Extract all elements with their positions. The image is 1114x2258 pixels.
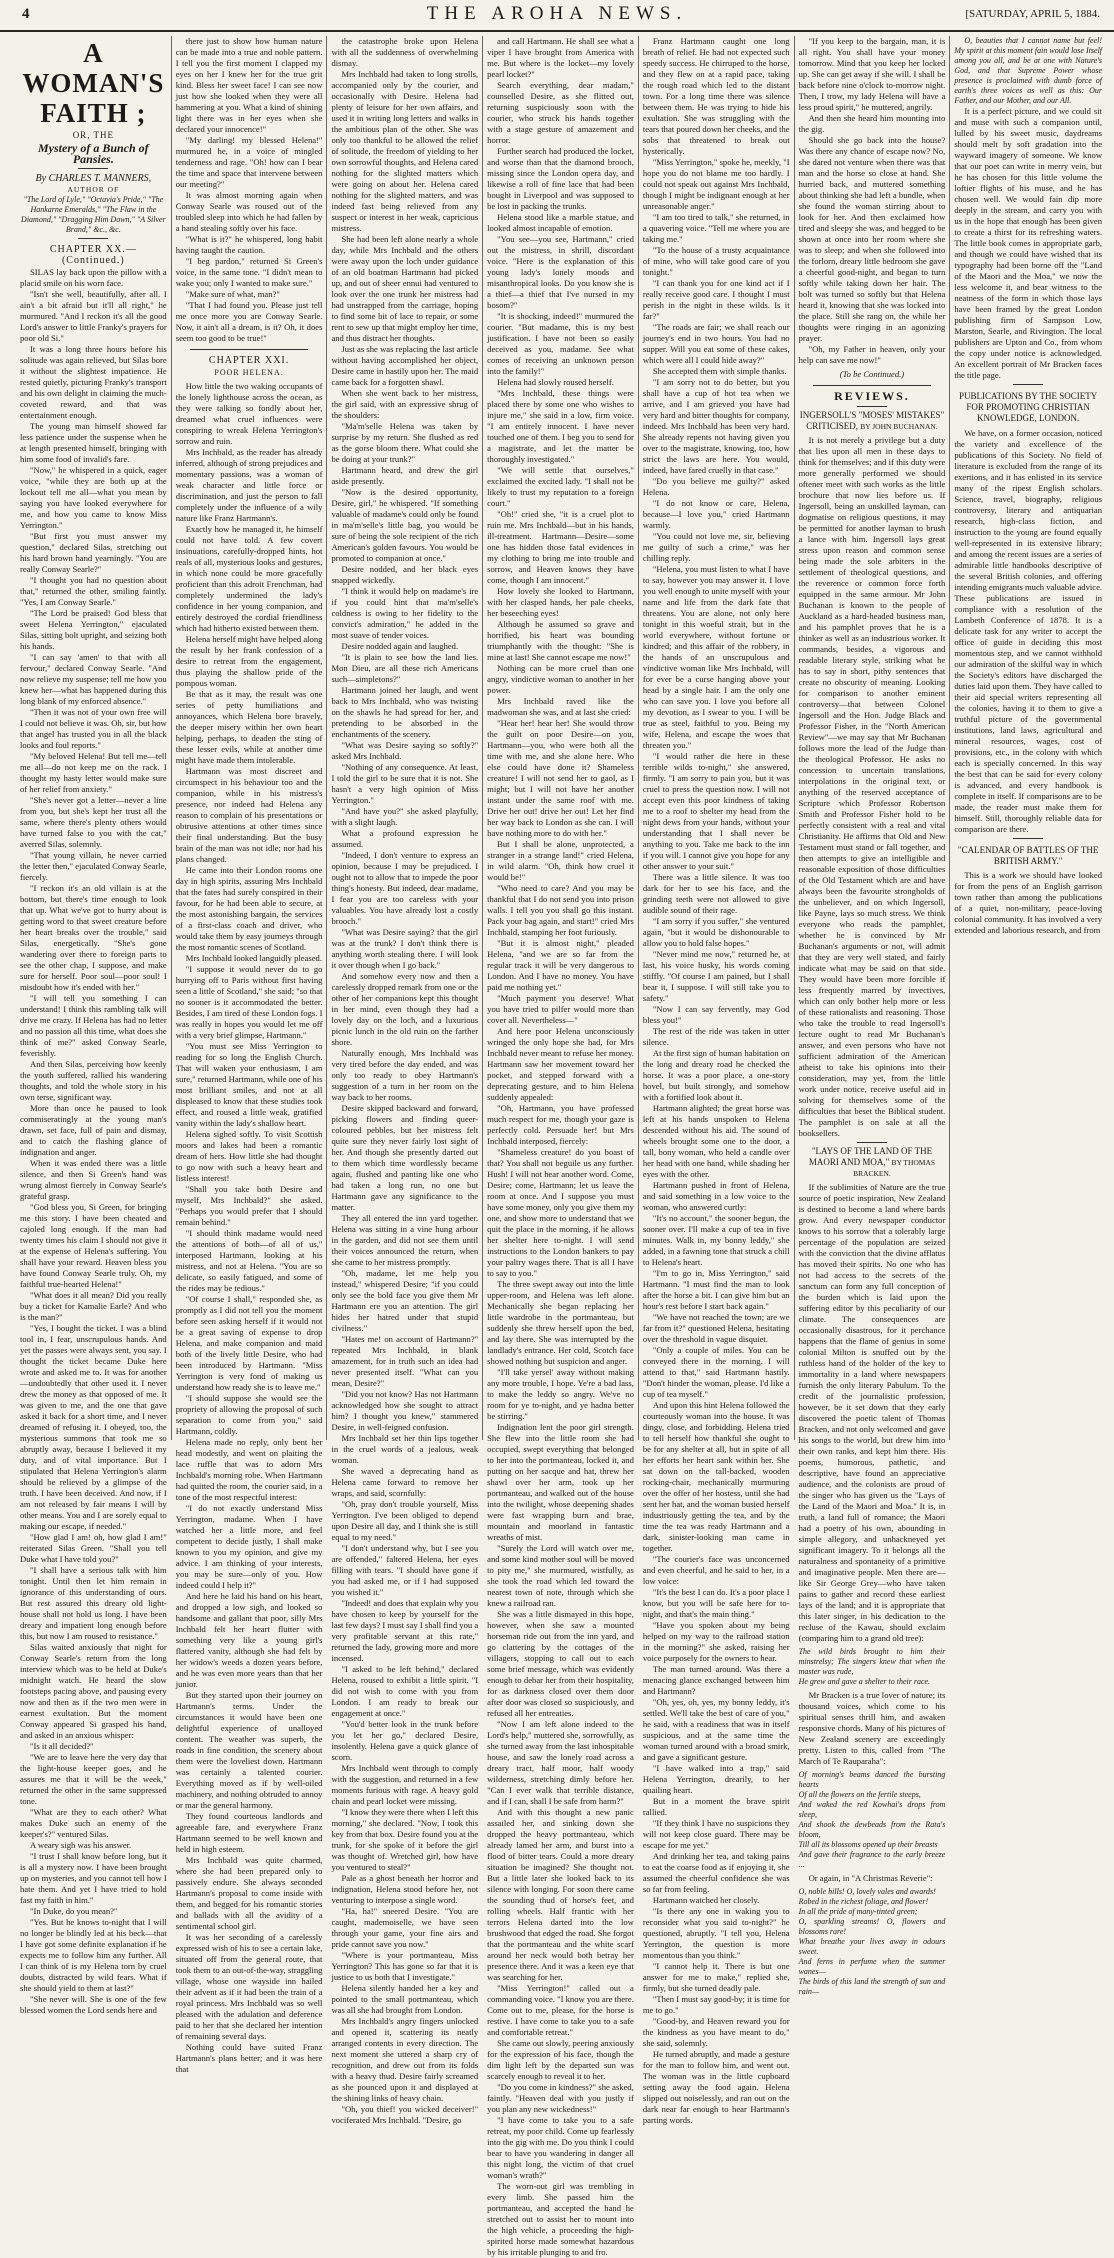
paragraph: Hartmann pushed in front of Helena, and said something in a low voice to the woman, who answered curtly: — [642, 1180, 790, 1212]
paragraph: "She's never got a letter—never a line from you, but she's kept her trust all the same, where there's plenty others would have turned false to you with the cat," averred Silas, solemnly. — [20, 795, 167, 849]
paragraph: "I cannot help it. There is but one answer for me to make," replied she, firmly, but she turned deadly pale. — [642, 1961, 790, 1993]
divider — [857, 406, 887, 407]
paragraph: Nothing can be more cruel than one angry, vindictive woman to another in her power. — [487, 663, 634, 695]
paragraph: Hartmann was most discreet and circumspect in his behaviour too and the companion, while in his mistress's presence, nor indeed had Helena any reason to complain of his presentations or obtrusive attentions at other times since their final understanding. But the busy brain of the man was not idle; nor had his plans changed. — [175, 766, 323, 864]
paragraph: Mrs Inchbald was quite charmed, where she had been prepared only to passively endure. She always seconded Hartmann's proposal to come inside with them, and begged for his romantic stories and ballads with all the avidity of a sentimental school girl. — [175, 1855, 323, 1931]
paragraph: They all entered the inn yard together. Helena was sitting in a vine hung arbour in the garden, and did not see them until their voices announced the return, when she came to her mistress promptly. — [331, 1213, 479, 1267]
paragraph: "Oh, pray don't trouble yourself, Miss Yerrington. I've been obliged to depend upon Desire all day, and I think she is still equal to my need." — [331, 1499, 479, 1542]
paragraph: And with this thought a new panic assailed her, and sinking down she dropped the heavy portmanteau, which already lamed her arm, and burst into a flood of bitter tears. Could a more dreary situation be imagined? She thought not. But a little later she looked back to its silence with longing. For soon there came the sounding thud of horse's feet, and rolling wheels. Half frantic with her terrors Helena darted into the low brushwood that edged the road. She forgot that the portmanteau and the white scarf around her neck would both betray her presence there. And it was a keen eye that was searching for her. — [487, 1807, 634, 1982]
paragraph: How lovely she looked to Hartmann, with her clasped hands, her pale cheeks, her beseeching eyes! — [487, 586, 634, 618]
paragraph: "Yes, I bought the ticket. I was a blind tool in, I fear, unscrupulous hands. And yet the passes were always sent, you say. I thought the ticket became Duke here wrote and asked me to. It was for another—undoubtedly that other used it. I never drew the money as that opposed of me. It was given to me, and the one that gave asked it back for a short time, and I never dreamed of refusing it. I obeyed, too, the mysterious summons that took me so abruptly away, because I believed it my duty, and of vital importance. But I stipulated that Helena Yerrington's alarm should be relieved by a glimpse of the truth. I have been deceived. And now, if I am not released by fair means I will by other means. You and I are sorely equal to making our escape, if needed." — [20, 1323, 167, 1531]
review-2-author: BY THOMAS BRACKEN. — [853, 1158, 936, 1178]
paragraph: "It is plain to see how the land lies. Mon Dieu, are all these rich Americans such—simpletons?" — [331, 652, 479, 684]
paragraph: "Did you not know? Has not Hartmann acknowledged how she sought to attract him? I thought you knew," stammered Desire, in well-feigned confusion. — [331, 1389, 479, 1432]
paragraph: "What is it?" he whispered, long habit having taught the caution. — [175, 234, 323, 255]
story-or: OR, THE — [72, 130, 115, 140]
paragraph: "It's no account," the sooner begun, the sooner over. I'll make a cup of tea in five minutes. Walk in, my bonny leddy," she added, in a fawning tone that struck a chill to Helena's heart. — [642, 1213, 790, 1267]
author-works: "The Lord of Lyle," "Octavia's Pride," "The Hankarne Emeralds," "The Flaw in the Diamond," "Dragging Him Down," "A Silver Brand," &c., &c. — [21, 195, 166, 234]
paragraph: And somehow every now and then a carelessly dropped remark from one or the other of her companions kept this thought in her mind, even though they had a lovely day on the loch, and a luxurious picnic lunch in the old ruin on the farther shore. — [331, 971, 479, 1047]
paragraph: Mrs Inchbald went through to comply with the suggestion, and returned in a few moments furious with rage. A heavy gold chain and pearl locket were missing. — [331, 1763, 479, 1806]
divider — [1013, 384, 1043, 385]
paragraph: "Now I can say fervently, may God bless you!" — [642, 1004, 790, 1025]
paragraph: "Indeed! and does that explain why you have chosen to keep by yourself for the last few days? I must say I shall find you a very profitable servant at this rate," returned the lady, growing more and more incensed. — [331, 1598, 479, 1663]
paragraph: "What was Desire saying so softly?" asked Mrs Inchbald. — [331, 740, 479, 761]
divider — [78, 238, 108, 239]
paragraph: "Then I must say good-by; it is time for me to go." — [642, 1994, 790, 2015]
poem-excerpt: O, noble hills! O, lovely vales and awards! Robed in the richest foliage, and flower! In all the pride of many-tinted green; O, sparkling streams! O, flowers and blossoms rare! What breathe your lives away in odours sweet. And ferns in perfume when the summer wanes— The birds of this land the strength of sun and rain— — [798, 1887, 946, 1996]
paragraph: More than once he paused to look commiseratingly at the young man's drawn, set face, full of pain and dismay, and to catch the flashing glance of indignation and anger. — [20, 1103, 167, 1157]
paragraph: "Indeed, I don't venture to express an opinion, because I may be prejudiced. I ought not to allow that to impede the poor thing's honesty. But indeed, dear madame, I fear you are too careless with your valuables. You have already lost a costly brooch." — [331, 850, 479, 926]
paragraph: "You must see Miss Yerrington to reading for so long the English Church. That will waken your enthusiasm, I am sure," returned Hartmann, while one of his most brilliant smiles, and not at all displeased to know that these studies took effect, and roused a little weak, gratified vanity within the lady's shallow heart. — [175, 1041, 323, 1128]
paragraph: Hartmann alighted; the great horse was left at his hands unspoken to Helena descended without his aid. The sound of wheels brought some one to the door, a tall, bony woman, who held a candle over her head with one hand, while shading her eyes with the other. — [642, 1103, 790, 1179]
paragraph: and call Hartmann. He shall see what a viper I have brought from America with me. But where is the locket—my lovely pearl locket?" — [487, 36, 634, 79]
paragraph: "I trust I shall know before long, but it is all a mystery now. I have been brought up on mysteries, and you cannot tell how I hate them. And yet I have tried to hold fast my faith in him." — [20, 1851, 167, 1905]
paragraph: The man turned around. Was there a menacing glance exchanged between him and Hartmann? — [642, 1664, 790, 1696]
paragraph: "Do you believe me guilty?" asked Helena. — [642, 476, 790, 497]
paragraph: "I beg pardon," returned Si Green's voice, in the same tone. "I didn't mean to wake you; only I wanted to make sure." — [175, 256, 323, 288]
paragraph: The three swept away out into the little upper-room, and Helena was left alone. Mechanically she began replacing her little wardrobe in the portmanteau, but suddenly she threw herself upon the bed, and lay there. She was interrupted by the landlady's entrance. Her cold, Scotch face showed nothing but suspicion and anger. — [487, 1279, 634, 1366]
paragraph: "She never will. She is one of the few blessed women the Lord sends here and — [20, 1994, 167, 2015]
review-2-title — [799, 1146, 946, 1179]
paragraph: "My darling! my blessed Helena!" murmured he, in a voice of mingled tenderness and rage. "Oh! how can I bear the time and space that intervene between our meeting?" — [175, 135, 323, 189]
poem-excerpt: Of morning's beams danced the bursting hearts Of all the flowers on the fertile steeps, And waked the red Kowhai's drops from sleep, And shook the dewbeads from the Rata's bloom, Till all its blossoms opened up their breasts And gave their fragrance to the early breeze ... — [798, 1770, 946, 1869]
column-6 — [795, 36, 951, 1996]
review-1-author: BY JOHN BUCHANAN. — [860, 422, 938, 431]
paragraph: Be that as it may, the result was one series of petty humiliations and annoyances, which Helena bore bravely, the deeper misery within her own heart helping, perhaps, to deaden the sting of these lesser evils, while at another time might have made them intolerable. — [175, 689, 323, 765]
paragraph: Naturally enough, Mrs Inchbald was very tired before the day ended, and was only too ready to obey Hartmann's suggestion of a turn in her room on the way back to her rooms. — [331, 1048, 479, 1102]
paragraph: "It is shocking, indeed!" murmured the courier. "But madame, this is my best justification. I have not been so easily deceived as you, madame. See what comes of receiving an unknown person into the family!" — [487, 311, 634, 376]
paragraph: She was a little dismayed in this hope, however, when she saw a mounted horseman ride out from the inn yard, and go clattering by the cottages of the villagers, stopping to call out to each some brief message, which was evidently enough to debar her from their hospitality, for as darkness closed over them door after door was closed so suspiciously, and refused all her entreaties. — [487, 1609, 634, 1718]
paragraph: Mrs Inchbald set her thin lips together in the cruel words of a jealous, weak woman. — [331, 1433, 479, 1465]
paragraph: Should she go back into the house? Was there any chance of escape now? No, she dared not venture when there was that man and the horse so close at hand. She hurried back, and muttered something about thinking she had left a bundle, when she found the woman stirring about to look for her. And then exclaimed how tired and sleepy she was, and begged to be shown at once into her room where she was to sleep; and when she followed into the forlorn, dreary little bedroom she gave a cheerful good-night, and began to turn softly while taking down her hair. The bolt was turned so softly but that Helena heard it, knowing that she was locked into the place. Still she rang on, the while her thoughts were ringing in an agonizing prayer. — [798, 135, 946, 343]
paragraph: Desire nodded again and laughed. — [341, 641, 459, 651]
column-4-text — [487, 36, 634, 2258]
divider — [1013, 838, 1043, 839]
paragraph: But I shall be alone, unprotected, a stranger in a strange land!" cried Helena, in wild alarm. "Oh, think how cruel it would be!" — [487, 839, 634, 882]
paragraph: "How glad I am! oh, how glad I am!" reiterated Silas Green. "Shall you tell Duke what I have told you?" — [20, 1532, 167, 1564]
paragraph: Helena herself might have helped along the result by her frank confession of a desire to retreat from the engagement, thus playing the shallow pride of the pompous woman. — [175, 634, 323, 688]
paragraph: "Now," he whispered in a quick, eager voice, "while they are both up at the lockout tell me all—what you mean by saying you have looked everywhere for me, and how you came to know Miss Yerrington." — [20, 465, 167, 530]
paragraph: "We are to leave here the very day that the light-house keeper goes, and he assures me that it will be the week," returned the other in the same suppressed tone. — [20, 1752, 167, 1806]
reviews-heading: REVIEWS. — [834, 389, 910, 403]
column-4 — [483, 36, 639, 2257]
paragraph: "Is there any one in waking you to reconsider what you said to-night?" he questioned, abruptly. "I tell you, Helena Yerrington, the question is more momentous than you think." — [642, 1906, 790, 1960]
paragraph: "I'll take yersel' away without making any more trouble, I hope. Ye're a bad lass, to make the leddy so angry. We've no room for ye to-night, and ye hadna better be stirring." — [487, 1367, 634, 1421]
paragraph: "I will tell you something I can understand! I think this rambling talk will drive me crazy. If Helena has had no letter and no passion all this time, what does she think of me?" asked Conway Searle, feverishly. — [20, 993, 167, 1058]
masthead — [0, 0, 1114, 32]
column-3-text — [331, 36, 478, 2126]
paragraph: "Who need to care? And you may be thankful that I do not send you into prison walls. I tell you you shall go this instant. Pack your bag again, and start!" cried Mrs Inchbald, stamping her foot furiously. — [487, 883, 634, 937]
columns — [16, 36, 1106, 2257]
paragraph: "Mrs Inchbald, these things were placed there by some one who wishes to injure me," she said in a low, firm voice. "I am entirely innocent. I have never touched one of them. I beg you to send for a magistrate, and let the matter be thoroughly investigated." — [487, 388, 634, 464]
paragraph: But in a moment the brave spirit rallied. — [642, 1796, 790, 1817]
paragraph: "Have you spoken about my being helped on my way to the railroad station in the morning?" she asked, raising her voice purposely for the owners to hear. — [642, 1620, 790, 1663]
paragraph: "What does it all mean? Did you really buy a ticket for Kamalie Earle? And who is the man?" — [20, 1290, 167, 1322]
paragraph: Or again, in "A Christmas Reverie": — [808, 1873, 933, 1883]
paragraph: "I suppose it would never do to go hurrying off to Paris without first having seen a little of Scotland," she said; "so that no sooner is it accommodated the better. Besides, I am tired of these London fogs. I was really in hopes you would let me off with a very brief glimpse, Hartmann." — [175, 964, 323, 1040]
paragraph: He turned abruptly, and made a gesture for the man to follow him, and went out. The woman was in the little cupboard setting away the food again. Helena slipped out noiselessly, and ran out on the dark near far enough to hear Hartmann's parting words. — [642, 2049, 790, 2125]
column-5 — [639, 36, 795, 2125]
paragraph: "I know they were there when I left this morning," she declared. "Now, I took this key from that box. Desire found you at the trunk, for she spoke of it before the girl was thought of. Wretched girl, how have you ventured to steal?" — [331, 1807, 479, 1872]
paragraph: "Isn't she well, beautifully, after all. I ain't a bit afraid but it'll all right," he murmured. "And I reckon it's all the good Lord's answer to little Franky's prayers for poor old Si." — [20, 289, 167, 343]
paragraph: There was a little silence. It was too dark for her to see his face, and the grinding teeth were not allowed to give audible sound of their rage. — [642, 872, 790, 915]
paragraph: But they started upon their journey on Hartmann's terms. Under the circumstances it would have been one delightful experience of unalloyed content. The weather was superb, the roads in fine condition, the scenery about them were the loveliest down. Hartmann was certainly a talented courier. Everything moved as if by well-oiled machinery, and nothing obtruded to annoy or mar the general harmony. — [175, 1690, 323, 1810]
paragraph: "We have not reached the town; are we far from it?" questioned Helena, hesitating over the threshold in vague disquiet. — [642, 1312, 790, 1344]
paragraph: "I can say 'amen' to that with all fervour," declared Conway Searle. "And now relieve my suspense; tell me how you knew her—what has happened during this long blank of my enforced absence." — [20, 652, 167, 706]
paragraph: "That young villain, he never carried the letter then," ejaculated Conway Searle, fiercely. — [20, 850, 167, 882]
paragraph: Search everything, dear madam," counselled Desire, as she flitted out, returning suspiciously soon with the courier, who struck his hands together with a stage gesture of amazement and horror. — [487, 80, 634, 145]
story-headline: A WOMAN'S FAITH ; — [22, 38, 165, 128]
paragraph: "Then it was not of your own free will I could not believe it was. Oh, sir, but how that angel has trusted you in all the black looks and foul reports." — [20, 707, 167, 750]
paragraph: "Nothing of any consequence. At least, I told the girl to be sure that it is not. She hasn't a very high opinion of Miss Yerrington." — [331, 762, 479, 805]
paragraph: A weary sigh was his answer. — [30, 1840, 132, 1850]
paragraph: Just as she was replacing the last article without having accomplished her object, Desire came in hastily upon her. The maid came back for a forgotten shawl. — [331, 344, 479, 387]
paragraph: "I shall have a serious talk with him tonight. Until then let him remain in ignorance of this understanding of ours. But rest assured this dreary old light-house shall not hold us long. I have been dreary and impatient long enough before this, but now I am roused to resistance." — [20, 1565, 167, 1641]
publications-title: PUBLICATIONS BY THE SOCIETY FOR PROMOTING CHRISTIAN KNOWLEDGE, LONDON. — [959, 391, 1098, 423]
paragraph: "Only a couple of miles. You can be conveyed there in the morning. I will attend to that," said Hartmann hastily. "Don't hinder the woman, please. I'd like a cup of tea myself." — [642, 1345, 790, 1399]
paragraph: And then she heard him mounting into the gig. — [798, 113, 946, 134]
paragraph: "Shameless creature! do you boast of that? You shall not beguile us any further. Hush! I will not hear another word. Come, Desire; come, Hartmann; let us leave the room at once. And I suppose you must have some money, only you give them my one, and show more to understand that we quit the place in the morning, if he allows her shelter here to-night. I will send instructions to the London bankers to pay your paltry wages there. That is all I have to say to you." — [487, 1147, 634, 1278]
paragraph: "What was Desire saying? that the girl was at the trunk? I don't think there is anything worth stealing there. I will look it over though when I go back." — [331, 927, 479, 970]
paragraph: "Is it all decided?" — [30, 1741, 94, 1751]
paragraph: "To the house of a trusty acquaintance of mine, who will take good care of you tonight." — [642, 245, 790, 277]
paragraph: "I don't understand why, but I see you are offended," faltered Helena, her eyes filling with tears. "I should have gone if you had asked me, or if I had supposed you wished it." — [331, 1543, 479, 1597]
paragraph: Mrs Inchbald raved like the madwoman she was, and at last she cried: — [487, 696, 634, 717]
paragraph: Franz Hartmann caught one long breath of relief. He had not expected such speedy success. He chirruped to the horse, and they flew on at a rapid pace, taking the rough road which led to the distant town. For a long time there was silence between them. He was trying to hide his exultation. She was struggling with the tears that poured down her cheeks, and the sobs that threatened to break out hysterically. — [642, 36, 790, 156]
paragraph: Helena had slowly roused herself. — [497, 377, 614, 387]
paragraph: "I can thank you for one kind act if I really receive good care. I thought I must perish in the night in these wilds. Is it far?" — [642, 278, 790, 321]
review-1-body — [799, 435, 946, 1139]
paragraph: She accepted them with simple thanks. — [652, 366, 787, 376]
paragraph: "Make sure of what, man?" — [185, 289, 280, 299]
paragraph: "Helena, you must listen to what I have to say, however you may answer it. I love you well enough to unite myself with your name and life from the dark fate that threatens. You are alone, not only here tonight in this woeful strait, but in the world everywhere, without fortune or kindred; and this affair of the robbery, in the hands of an unscrupulous and vindictive woman like Mrs Inchbald, will for ever be a curse hanging above your head by a single hair. I am the only one who can save you. I love you before all my devotion, as I swear to you. I will be true as steel, faithful to you. Being my wife, Helena, and escape the woes that threaten you." — [642, 564, 790, 750]
paragraph: "Ma'm'selle Helena was taken by surprise by my return. She flushed as red as the gorse bloom there. What could she be doing at your trunk?" — [331, 421, 479, 464]
review-2-body — [799, 1182, 946, 1997]
calendar-body: This is a work we should have looked for from the pens of an English garrison town rather than among the publications of a quiet, non-military, peace-loving colonial community. It has involved a very extended and laborious research, and from — [954, 870, 1103, 935]
paragraph: "Hates me! on account of Hartmann?" repeated Mrs Inchbald, in blank amazement, for in truth such an idea had never presented itself. "What can you mean, Desire?" — [331, 1334, 479, 1388]
paragraph: "I'm to go in, Miss Yerrington," said Hartmann. "I must find the man to look after the horse a bit. I can give him but an hour's rest before I start back again." — [642, 1268, 790, 1311]
byline: By CHARLES T. MANNERS, — [35, 173, 152, 184]
paragraph: The young man himself showed far less patience under the suspense when he at length presented himself, bringing with him some food of invalid's fare. — [20, 421, 167, 464]
column-2-text-a — [176, 36, 323, 344]
paragraph: Mr Bracken is a true lover of nature; its thousand voices, which come to his spiritual senses thrill him, and awaken responsive chords. Many of his pictures of New Zealand scenery are exceedingly pretty. Listen to this, called from "The March of Te Rauparaha": — [798, 1690, 946, 1766]
paragraph: "Much payment you deserve! What you have tried to pilfer would more than cover all. Nevertheless—" — [487, 993, 634, 1025]
paragraph: "Oh, Hartmann, you have professed much respect for me, though your gaze is perfectly cold. Persuade her! but Mrs Inchbald interposed, fiercely: — [487, 1103, 634, 1146]
paragraph: "You see—you see, Hartmann," cried out the mistress, in shrill, discordant voice. "Here is the explanation of this young lady's lonely moods and misanthropical looks. Do you know she is a thief—a thief that I've nursed in my bosom?" — [487, 234, 634, 310]
paragraph: "The Lord be praised! God bless that sweet Helena Yerrington," ejaculated Silas, sitting bolt upright, and seizing both his hands. — [20, 608, 167, 651]
paragraph: "I am too tired to talk," she returned, in a quavering voice. "Tell me where you are taking me." — [642, 212, 790, 244]
divider — [78, 168, 108, 169]
paragraph: Helena sighed softly. To visit Scottish moors and lakes had been a romantic dream of hers. How little she had thought to go now with such a heavy heart and listless interest! — [175, 1129, 323, 1183]
paragraph: "I have walked into a trap," said Helena Yerrington, drearily, to her quailing heart. — [642, 1763, 790, 1795]
paragraph: It was her seconding of a carelessly expressed wish of his to see a certain lake, situated off from the general route, that took them to an out-of-the-way, straggling village, whose one wayside inn hailed their advent as if it had been the train of a royal princess. Mrs Inchbald was so well pleased with the adulation and deference paid to her that she declared her intention of remaining several days. — [175, 1932, 323, 2041]
paragraph: It was almost morning again when Conway Searle was roused out of the troubled sleep into which he had fallen by a hand stealing softly over his face. — [175, 190, 323, 233]
paragraph: "I should suppose she would see the propriety of allowing the proposal of such separation to come from you," said Hartmann, coldly. — [175, 1393, 323, 1436]
review-2-closing: It is a perfect picture, and we could sit and muse with such a companion until, lulled by his sweet music, daydreams should melt by soft gradation into the wayward imagery of someone. We know that our poet can write in merry vein, but he has chosen for this little volume the loftier flights of his muse, and he has chosen well. We would fain dip more deeply in the stream, and carry you with us in the hope that enough has been given to create a thirst for its refreshing waters. The little book comes in appropriate garb, and though we could have wished that its typography had been borne off the "Land of the Maori and the Moa," we now the less welcome it, and bear witness to the neatness of the form in which those lays have been framed by the great London publishing firm of Sampson Low, Marston, Searle, and Rivington. The local publishers are Upton and Co., from whom the copy under notice is acknowledged. An excellent portrait of Mr Bracken faces the title page. — [954, 106, 1103, 380]
divider — [190, 349, 307, 350]
paragraph: "You could not love me, sir, believing me guilty of such a crime," was her chilling reply. — [642, 531, 790, 563]
paragraph: Pale as a ghost beneath her horror and indignation, Helena stood before her, not venturing to interpose a single word. — [331, 1873, 479, 1905]
to-be-continued: (To be Continued.) — [839, 369, 905, 379]
chapter-heading: CHAPTER XX.—(Continued.) — [49, 244, 137, 266]
paragraph: SILAS lay back upon the pillow with a placid smile on his worn face. — [20, 267, 167, 288]
paragraph: "I think it would help on madame's ire if you could hint that ma'm'selle's coldness is owing to her fidelity to the convict's admiration," he added in the most suave of tender voices. — [331, 586, 479, 640]
paragraph: Exactly how he managed it, he himself could not have told. A few covert insinuations, carefully-dropped hints, hot reals of all, mysterious looks and gestures, in which none could be more gracefully proficient than this adroit Frenchman, had completely undermined the lady's confidence in her young companion, and entirely destroyed the cordial friendliness which had hitherto existed between them. — [175, 524, 323, 633]
paragraph: At the first sign of human habitation on the long and dreary road he checked the horse. It was a poor place, a one-story hovel, but built strongly, and somehow with a fortified look about it. — [642, 1048, 790, 1102]
paragraph: "Oh, yes, oh, yes, my bonny leddy, it's settled. We'll take the best of care of you," he said, with a readiness that was in itself suspicious, and at the same time the woman turned around with a broad smirk, and gave a significant gesture. — [642, 1697, 790, 1762]
paragraph: "But first you must answer my question," declared Silas, stretching out his hard brown hand yearningly. "You are really Conway Searle?" — [20, 531, 167, 574]
paragraph: She came out slowly, peering anxiously for the expression of his face, though the dim light left by the departed sun was scarcely enough to reveal it to her. — [487, 2038, 634, 2081]
paragraph: "God bless you, Si Green, for bringing me this story. I have been cheated and cajoled long enough. If the man had twenty times his claim I should not give it at the expense of Helena's suffering. You shall have your reward. Heaven bless you have found Conway Searle truly. Oh, my faithful true-hearted Helena!" — [20, 1202, 167, 1289]
column-7 — [950, 36, 1106, 1440]
paragraph: "Surely the Lord will watch over me, and some kind mother soul will be moved to pity me," she murmured, wistfully, as she took the road which led toward the nearest town of note, through which she knew a railroad ran. — [487, 1543, 634, 1608]
paragraph: "The courier's face was unconcerned and even cheerful, and he said to her, in a low voice: — [642, 1554, 790, 1586]
paragraph: "What are they to each other? What makes Duke such an enemy of the keeper's?" ventured Silas. — [20, 1807, 167, 1839]
paragraph: "Where is your portmanteau, Miss Yerrington? This has gone so far that it is justice to us both that I investigate." — [331, 1950, 479, 1982]
review-1-title-text: INGERSOLL'S "MOSES' MISTAKES" CRITICISED, — [799, 410, 945, 431]
paragraph: "Yes. But he knows to-night that I will no longer be blindly led at his beck—that I have got some definite explanation if he expects me to follow him any further. All I can think of is my Helena torn by cruel doubts, distracted by wild fears. What if she should yield to them at last?" — [20, 1917, 167, 1993]
chapter-subtitle: POOR HELENA. — [214, 368, 284, 377]
paragraph: Hartmann joined her laugh, and went back to Mrs Inchbald, who was twisting on the shawls he had spread for her, and pretending to be absorbed in the enchantments of the scenery. — [331, 685, 479, 739]
paragraph: And here he laid his hand on his heart, and dropped a low sigh, and looked so handsome and gallant that poor, silly Mrs Inchbald felt her heart flutter with something very like a young girl's flattered vanity, although she had felt by her widow's weeds a dozen years before, and he was even more years than that her junior. — [175, 1591, 323, 1689]
paragraph: "I reckon it's an old villain is at the bottom, but there's time enough to look that up. What we've got to hurry about is getting word to that sweet creature before her heart breaks over the trouble," said Silas, energetically. "She's gone wandering over there to foreign parts to see the other chap, I suppose, and make sure for herself. Poor soul—poor soul! I misdoubt how it's ended with her." — [20, 883, 167, 992]
paragraph: "But it is almost night," pleaded Helena, "and we are so far from the regular track it will be very dangerous to London. And I have no money. You have paid me nothing yet." — [487, 938, 634, 992]
paragraph: Nothing could have suited Franz Hartmann's plans better; and it was here that — [175, 2042, 323, 2074]
column-6-text — [799, 36, 946, 366]
paragraph: "I am sorry if you suffer," she ventured again, "but it would be dishonourable to allow you to hold false hopes." — [642, 916, 790, 948]
paragraph: If the sublimities of Nature are the true source of poetic inspiration, New Zealand is destined to become a land where bards grow. And every newspaper conductor knows to his sorrow that a tolerably large percentage of the population are seized with the conviction that the divine afflatus has moved their spirits. No one who has not had access to the secrets of the sanctum can form any full conception of the burden which is laid upon the suffering editor by this peculiarity of our climate. The consequences are occasionally disastrous, for it perchance happens that the flame of genius in some colonial Milton is snuffed out by the ruthless hand of the holder of the key to immortality in a land where newspapers furnish the only literary Pabulum. To the credit of the journalistic profession, however, be it set down that they early discovered the poetic talent of Thomas Bracken, and not only welcomed and gave his songs to the world, but drew him into their own ranks, and kept him there. His poems, humorous, pathetic, and descriptive, have found an appreciative audience, and the colonists are proud of the singer who has given us the "Lays of the Land of the Maori and Moa." It is, in truth, a land full of romance; the Maori had a poetry of his own, abounding in simple allegory, and unhackneyed yet significant imagery. To it belongs all the naturalness and spontaneity of a primitive and imaginative people. Men there are—like Sir George Grey—who have taken pains to gather and record these earliest lays of the land; and it is appropriate that this later singer, in his dedication to the recluse of the Kawau, should exclaim (comparing him to a grand old tree): — [798, 1182, 946, 1643]
paragraph: "And have you?" she asked playfully, with a slight laugh. — [331, 806, 479, 827]
paragraph: Desire skipped backward and forward, picking flowers and finding queer-coloured pebbles, but her mistress felt quite sure they never fairly lost sight of her. And though she presently darted out to them which time wordlessly became again, flushed and panting like one who had taken a long run, no one but Hartmann gave any significance to the matter. — [331, 1103, 479, 1212]
newspaper-title: THE AROHA NEWS. — [426, 3, 688, 24]
author-of: AUTHOR OF — [67, 185, 120, 194]
paragraph: Mrs Inchbald, as the reader has already inferred, although of strong prejudices and momentary passions, was a woman of weak character and little force or discrimination, and just the person to fall completely under the influence of a wily nature like Franz Hartmann's. — [175, 447, 323, 523]
paragraph: The worn-out girl was trembling in every limb. She passed him the portmanteau, and accepted the hand he stretched out to assist her to mount into the high vehicle, a proceeding the high-spirited horse made somewhat hazardous by his irritable plunging to and fro. — [487, 2181, 634, 2257]
paragraph: there just to show how human nature can be made into a true and noble pattern. I tell you the first moment I clapped my eyes on her I knew her for the true grit kind. Bless her sweet face! I can see now just how she looked when they were all hammering at you. What a kind of shining light there was in her eyes when she declared your innocence!" — [175, 36, 323, 134]
paragraph: Mrs Inchbald had taken to long strolls, accompanied only by the courier, and occasionally with Desire. Helena had plenty of leisure for her own affairs, and used it in writing long letters and walks in the ambitious plan of the other. She was only too thankful to be allowed the relief of solitude, the freedom of yielding to her own sorrowful thoughts, and Helena cared nothing for the slighted matters which were going on about her. Helena cared nothing for the slighted matters, and was indeed fast being relieved from any suspect or interest in her weak, capricious mistress. — [331, 69, 479, 233]
paragraph: "If you keep to the bargain, man, it is all right. You shall have your money tomorrow. Mind that you keep her locked up. She can get away if she will. I shall be back before nine o'clock to-morrow night. Then, I trow, my lady Helena will have a less proud spirit," he muttered, angrily. — [798, 36, 946, 112]
publications-body: We have, on a former occasion, noticed the variety and excellence of the publications of this Society. No field of literature is excluded from the range of its exertions, and it has enlisted in its service many of the ripest English scholars. Science, travel, biography, religious controversy, literary and antiquarian research, high-class fiction, and instruction to the young are found equally well-represented in its extensive library; and among the recent issues are a series of admirable little handbooks descriptive of the several British colonies, and offering intending emigrants much valuable advice. These publications are issued in compliance with a resolution of the Lambeth Conference of 1878. It is a delicate task for any writer to accept the office of guide in deciding this most momentous step, and we cannot withhold our admiration of the skilful way in which the Society's editors have discharged the duties laid upon them. They have called to their aid special writers representing all the colonies, having it to them to give a truthful picture of the governmental institutions, land laws, agricultural and mineral resources, wages, cost of provisions, etc., in the colony with which each is specially concerned. In this way the best that can be said for every colony is advanced, and every handbook is complete in itself. If comparisons are to be made, the reader must make them for himself. Still, thoroughly reliable data for comparison are there. — [954, 428, 1103, 834]
paragraph: "Ha, ha!" sneered Desire. "You are caught, mademoiselle, we have seen through your game, your fine airs and pride cannot save you now." — [331, 1906, 479, 1949]
paragraph: When she went back to her mistress, the girl said, with an expressive shrug of the shoulders: — [331, 388, 479, 420]
paragraph: It was a long three hours before his solitude was again relieved, but Silas bore it without the slightest impatience. He rested quietly, picturing Franky's transport and his own delight in claiming the much-coveted reward, and that was entertainment enough. — [20, 344, 167, 420]
paragraph: "I would rather die here in these terrible wilds to-night," she answered, firmly. "I am sorry to pain you, but it was cruel to press the question now. I will not accept even this poor kindness of taking me to a roof to shelter my head from the night dews from your hands, without your understanding that I shall never be anything to you. Take me back to the inn if you will. I cannot give you hope for any other answer to your suit." — [642, 751, 790, 871]
paragraph: Mrs Inchbald's angry fingers unlocked and opened it, scattering its neatly arranged contents in every direction. The next moment she uttered a sharp cry of recognition, and drew out from its folds with a heavy thud. Desire fairly screamed as she pounced upon it and displayed at the shining links of heavy chain. — [331, 2016, 479, 2103]
column-3 — [327, 36, 483, 2125]
issue-date: [SATURDAY, APRIL 5, 1884. — [965, 8, 1100, 20]
paragraph: "I am sorry not to do better, but you shall have a cup of hot tea when we arrive, and I am grieved you have had very hard and bitter thoughts for company, indeed. Mrs Inchbald has been very hard. She already repents not having given you over to the magistrate, knowing, too, how strict the laws are here. You would, indeed, have fared cruelly in that case." — [642, 377, 790, 475]
paragraph: Helena stood like a marble statue, and looked almost incapable of emotion. — [487, 212, 634, 233]
paragraph: "I thought you had no question about that," returned the other, smiling faintly. "Yes, I am Conway Searle." — [20, 575, 167, 607]
paragraph: Desire nodded, and her black eyes snapped wickedly. — [331, 564, 479, 585]
paragraph: "Oh, madame, let me help you instead," whispered Desire; "if you could only see the bold face you give them Mr Hartmann ere you an attention. The girl hides her hatred under that stupid civilness." — [331, 1268, 479, 1333]
paragraph: And here poor Helena unconsciously wringed the only hope she had, for Mrs Inchbald never meant to refuse her money. Hartmann saw her movement toward her pocket, and stepped forward with a deprecating gesture, and to him Helena suddenly appealed: — [487, 1026, 634, 1102]
column-2 — [172, 36, 328, 2074]
paragraph: They found courteous landlords and agreeable fare, and everywhere Franz Hartmann seemed to be well known and held in high esteem. — [175, 1811, 323, 1854]
paragraph: Although he assumed so grave and horrified, his heart was bounding triumphantly with the thought: "She is mine at last! She cannot escape me now!" — [487, 619, 634, 662]
divider — [857, 1142, 887, 1143]
paragraph: "Miss Yerrington," spoke he, meekly, "I hope you do not blame me too hardly. I could not speak out against Mrs Inchbald, though I might be indignant enough at her unreasonable anger." — [642, 157, 790, 211]
paragraph: Mrs Inchbald looked languidly pleased. — [185, 953, 322, 963]
paragraph: Helena silently handed her a key and pointed to the small portmanteau, which was all she had brought from London. — [331, 1983, 479, 2015]
paragraph: Hartmann heard, and drew the girl aside presently. — [331, 465, 479, 486]
paragraph: "The roads are fair; we shall reach our journey's end in two hours. You had no supper. Will you eat some of these cakes, which were all I could hide away?" — [642, 322, 790, 365]
calendar-title: "CALENDAR OF BATTLES OF THE BRITISH ARMY." — [957, 845, 1099, 866]
paragraph: He came into their London rooms one day in high spirits, assuring Mrs Inchbald that the fates had surely conspired in their favour, for he had been able to secure, at the most astonishing bargain, the services of a first-class coach and driver, who would take them by easy journeys through the most romantic scenes of Scotland. — [175, 865, 323, 952]
paragraph: "I should think madame would need the attentions of both—of all of us," interposed Hartmann, looking at his mistress, and not at Helena. "You are so delicate, so easily fatigued, and some of the rides may be tedious." — [175, 1228, 323, 1293]
paragraph: "Good-by, and Heaven reward you for the kindness as you have meant to do," she said, solemnly. — [642, 2016, 790, 2048]
paragraph: What a profound expression he assumed. — [331, 828, 479, 849]
column-1-text — [20, 267, 167, 2016]
paragraph: Silas waited anxiously that night for Conway Searle's return from the long interview which was to be held at Duke's midnight watch. He heard the slow footsteps pacing above, and pausing every now and then as if the two men were in earnest exultation. But the moment Conway appeared Si grasped his hand, and asked in an anxious whisper: — [20, 1642, 167, 1740]
paragraph: "It's the best I can do. It's a poor place I know, but you will be safe here for to-night, and that's the main thing." — [642, 1587, 790, 1619]
paragraph: "Now I am left alone indeed to the Lord's help," muttered she, sorrowfully, as she turned away from the last inhospitable house, and saw the lonely road across a dreary tract, half moor, half woody wilderness, stretching dimly before her. "Can I ever walk that terrible distance, and if I can, shall I be safe from harm?" — [487, 1719, 634, 1806]
story-subtitle: Mystery of a Bunch of Pansies. — [38, 141, 149, 166]
paragraph: "Now is the desired opportunity, Desire, girl," he whispered. "If something valuable of madame's could only be found in ma'm'selle's little bag, you would be sure of being the sole recipient of the rich American's golden favours. You would be promoted to companion at once." — [331, 487, 479, 563]
chapter-heading-2: CHAPTER XXI. — [208, 355, 290, 366]
paragraph: "You'd better look in the trunk before you let her go," declared Desire, insolently. Helena gave a quick glance of scorn. — [331, 1719, 479, 1762]
poem-excerpt: The wild birds brought to him their minstrelsy; The singers knew that when the master was rude, He grew and gave a shelter to their race. — [798, 1647, 946, 1686]
paragraph: "I do not know or care, Helena, because—I love you," cried Hartmann warmly. — [642, 498, 790, 530]
paragraph: "I do not exactly understand Miss Yerrington, madame. When I have watched her a little more, and feel competent to decide justly, I shall make known to you my opinion, and give my advice. I am thinking of your interests, you may be sure—only of you. How indeed could I help it?" — [175, 1503, 323, 1590]
paragraph: She waved a deprecating hand as Helena came forward to remove her wraps, and said, scornfully: — [331, 1466, 479, 1498]
poem-conclusion: O, beauties that I cannot name but feel! My spirit at this moment fain would lose Itself among you all, and be at one with Nature's God, and that Supreme Power whose presence is proclaimed with dumb force of earth's three voices as well as this: Our Father, and our Mother, and our All. — [954, 36, 1103, 105]
paragraph: "Shall you take both Desire and myself, Mrs Inchbald?" she asked. "Perhaps you would prefer that I should remain behind." — [175, 1184, 323, 1227]
paragraph: "Oh, my Father in heaven, only your help can save me now!" — [798, 344, 946, 365]
paragraph: "Oh!" cried she, "it is a cruel plot to ruin me. Mrs Inchbald—but in his hands, ill-treatment. Hartmann—Desire—some one has hidden those fatal evidences in my clothing to bring me into trouble and sorrow, and Heaven knows they have come, though I am innocent." — [487, 509, 634, 585]
paragraph: She had been left alone nearly a whole day, while Mrs Inchbald and the others were away upon the loch under guidance of an old boatman Hartmann had picked up, and out of sheer ennui had ventured to look over the one trunk her mistress had had unstrapped from the carriage, hoping to find some bit of lace to repair, or some rent to sew up that might employ her time, and thus distract her thoughts. — [331, 234, 479, 343]
paragraph: "Do you come in kindness?" she asked, faintly. "Heaven deal with you justly if you plan any new wickedness!" — [487, 2082, 634, 2114]
paragraph: And upon this hint Helena followed the courteously woman into the house. It was dingy, close, and forbidding. Helena tried to tell herself how thankful she ought to be for any shelter at all, but in spite of all her efforts her heart sank within her. She sat down on the tall-backed, wooden rocking-chair, mechanically murmuring over the offer of her hostess, until she had sent her hat, and the woman busied herself industriously getting the tea, and by the time the tea was ready Hartmann and a dark, sinister-looking man came in together. — [642, 1400, 790, 1553]
review-1-title — [799, 410, 946, 432]
paragraph: "My beloved Helena! But tell me—tell me all—do not keep me on the rack. I thought my hasty letter would make sure of her relief from anxiety." — [20, 751, 167, 794]
paragraph: "I asked to be left behind," declared Helena, roused to exhibit a little spirit. "I did not wish to come with you from London. I am ready to break our engagement at once." — [331, 1664, 479, 1718]
divider — [813, 385, 930, 386]
paragraph: "Miss Yerrington!" called out a commanding voice. "I know you are there. Come out to me, please, for the horse is restive. I have come to take you to a safe and comfortable retreat." — [487, 1983, 634, 2037]
paragraph: "If they think I have no suspicions they will not keep close guard. There may be escape for me yet." — [642, 1818, 790, 1850]
review-2-title-text: "LAYS OF THE LAND OF THE MAORI AND MOA," — [808, 1146, 933, 1167]
paragraph: "Oh, you thief! you wicked deceiver!" vociferated Mrs Inchbald. "Desire, go — [331, 2104, 479, 2125]
paragraph: "I have come to take you to a safe retreat, my poor child. Come up fearlessly into the gig with me. Do you think I could bear to have you wandering in danger all this night long, the victim of that cruel woman's wrath?" — [487, 2115, 634, 2180]
paragraph: How little the two waking occupants of the lonely lighthouse across the ocean, as they were talking so fondly about her, dreamed what cruel influences were conspiring to wreak Helena Yerrington's sorrow and ruin. — [175, 381, 323, 446]
column-1 — [16, 36, 172, 2015]
paragraph: And then Silas, perceiving how keenly the youth suffered, rallied his wandering thoughts, and told the whole story in his own terse, significant way. — [20, 1059, 167, 1102]
paragraph: Further search had produced the locket, and worse than that the diamond brooch, missing since the London opera day, and likewise a roll of fine lace that had been bought in Liverpool and was supposed to be lost in packing the trunks. — [487, 146, 634, 211]
paragraph: Indignation lent the poor girl strength. She flew into the little room she had occupied, swept everything that belonged to her into the portmanteau, locked it, and putting on her sacque and hat, threw her shawl over her arm, took up her portmanteau, and walked out of the house into the twilight, whose deepening shades were fast wrapping burn and brae, mountain and moorland in fantastic wreaths of mist. — [487, 1422, 634, 1542]
paragraph: It is not merely a privilege but a duty that lies upon all men in these days to think for themselves; and if this duty were more generally performed we should oftener meet with such works as the little brochure that now lies before us. If Ingersoll, being an unskilled layman, can dogmatise on religious questions, it may be permitted for another layman to brush a lance with him. Ingersoll lays great stress upon reason and common sense being made the sole arbiters in the settlement of theological questions, and the reverence or common force forth equipped in the same armour. Mr John Buchanan is known to the people of Auckland as a hard-headed business man, and his pamphlet proves that he is a thinker as well as an industrious worker. It commands, besides, a vigorous and readable literary style, striking what he has to say in short, pithy sentences that create no obscurity of meaning. Looking for comparison to another eminent controversy—that between Colonel Ingersoll and the Hon. Judge Black and Professor Fisher, in the "North American Review"—we may say that Mr Buchanan follows more the lead of the Judge than the theological Professor. He asks no concession to uncertain translations, interpolations in the original text, or anything of the reserved acceptance of Scripture which Professor Robertson Smith and Professor Fisher hold to be perfectly consistent with a real and vital Christianity. He affirms that Old and New Testament must stand or fall together, and then attempts to give an intelligible and reasonable exposition of those difficulties of the Old Testament which are and have always been the favourite strongholds of the unbeliever, and on which Ingersoll, like Payne, lays so much stress. We think everyone who reads the pamphlet, whether he is convinced by Mr Buchanan's arguments or not, will admit that they are very well stated, and fairly indicate what may be said on that side. They would have been more forcible if less frequently marred by invectives, which can only bother help more or less of these rationalists and reasoning. Those who take the trouble to read Ingersoll's lecture ought to read Mr Buchanan's answer, and even persons who have not sufficient admiration of the American atheist to take his opinions into their consideration, may yet, from the little work under notice, receive useful aid in solving for themselves some of the difficulties that beset the Biblical student. The pamphlet is on sale at all the booksellers. — [798, 435, 946, 1138]
paragraph: Hartmann watched her closely. — [652, 1895, 760, 1905]
column-5-text — [643, 36, 790, 2126]
paragraph: "Hear her! hear her! She would throw the guilt on poor Desire—on you, Hartmann—you, who were both all the time with me, and she alone here. Who else could have done it? Shameless creature! I will not send her to gaol, as I might; but I will not have her another instant under the same roof with me. Drive her out! drive her out! Let her find her way back to London as she can. I will have nothing more to do with her." — [487, 718, 634, 838]
column-2-text-b — [176, 381, 323, 2075]
paragraph: The rest of the ride was taken in utter silence. — [642, 1026, 790, 1047]
paragraph: When it was ended there was a little silence, and then Si Green's hand was wrung almost fiercely in Conway Searle's grateful grasp. — [20, 1158, 167, 1201]
paragraph: "That I had found you. Please just tell me once more you are Conway Searle. Now, it ain't all a dream, is it? Oh, it does seem too good to be true!" — [175, 300, 323, 343]
paragraph: "We will settle that ourselves," exclaimed the excited lady. "I shall not be likely to trust my reputation to a foreign court." — [487, 465, 634, 508]
paragraph: And drinking her tea, and taking pains to eat the coarse food as if enjoying it, she assumed the cheerful confidence she was so far from feeling. — [642, 1851, 790, 1894]
paragraph: Helena made no reply, only bent her head modestly, and went on plaiting the lace ruffle that was to adorn Mrs Inchbald's morning robe. When Hartmann had quitted the room, the courier said, in a tone of the most respectful interest: — [175, 1437, 323, 1502]
paragraph: "In Duke, do you mean?" — [30, 1906, 118, 1916]
paragraph: "Never mind me now," returned he, at last, his voice husky, his words coming stiffly. "Of course I am pained, but I shall bear it, I suppose. I will still take you to safety." — [642, 949, 790, 1003]
page-number: 4 — [22, 6, 30, 22]
paragraph: "Of course I shall," responded she, as promptly as I did not tell you the moment before seen asking herself if it would not be a great saving of expense to drop Helena, and make companion and maid both of the lively little Desire, who had been introduced by Hartmann. "Miss Yerrington is very fond of making us understand how ready she is to leave me." — [175, 1294, 323, 1392]
paragraph: the catastrophe broke upon Helena with all the suddenness of overwhelming dismay. — [331, 36, 479, 68]
